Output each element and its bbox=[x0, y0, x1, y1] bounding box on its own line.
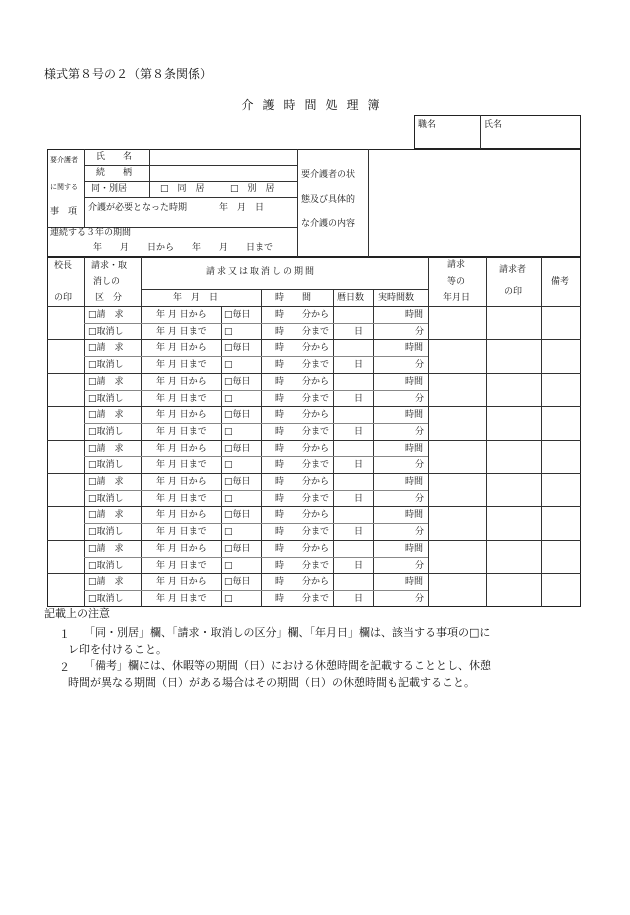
row-time-to: 時 分まで bbox=[275, 460, 330, 471]
row-from-date: 年 月 日から bbox=[156, 543, 207, 554]
row-box[interactable]: □ bbox=[224, 560, 233, 571]
type-label-3: 区 分 bbox=[95, 293, 123, 303]
relation-label: 続 柄 bbox=[96, 168, 133, 178]
row-time-to: 時 分まで bbox=[275, 360, 330, 371]
row-request[interactable]: □請 求 bbox=[88, 477, 124, 487]
row-to-date: 年 月 日まで bbox=[156, 560, 207, 571]
row-request[interactable]: □請 求 bbox=[88, 310, 124, 320]
cohabit-label: 同・別居 bbox=[91, 184, 128, 194]
job-title-label: 職名 bbox=[418, 120, 437, 130]
row-day-unit: 日 bbox=[354, 527, 364, 538]
note-2-line-2: 時間が異なる期間（日）がある場合はその期間（日）の休憩時間も記載すること。 bbox=[68, 676, 475, 689]
requester-seal-label-1: 請求者 bbox=[499, 265, 527, 275]
type-label-1: 請求・取 bbox=[91, 261, 128, 271]
row-time-to: 時 分まで bbox=[275, 326, 330, 337]
row-cancel[interactable]: □取消し bbox=[88, 493, 124, 504]
row-time-from: 時 分から bbox=[275, 443, 330, 454]
row-box[interactable]: □ bbox=[224, 460, 233, 471]
row-request[interactable]: □請 求 bbox=[88, 376, 124, 387]
row-time-from: 時 分から bbox=[275, 376, 330, 387]
need-start-label: 介護が必要となった時期 bbox=[88, 203, 188, 213]
row-from-date: 年 月 日から bbox=[156, 410, 207, 421]
row-hour-unit: 時間 bbox=[405, 376, 424, 387]
row-hour-unit: 時間 bbox=[405, 343, 424, 354]
name-label: 氏名 bbox=[484, 120, 503, 130]
note-2-number: ２ bbox=[59, 661, 70, 674]
row-cancel[interactable]: □取消し bbox=[88, 527, 124, 538]
row-from-date: 年 月 日から bbox=[156, 310, 207, 320]
row-day-unit: 日 bbox=[354, 560, 364, 571]
section-label-2: に関する bbox=[50, 183, 78, 191]
row-daily[interactable]: □毎日 bbox=[224, 310, 251, 320]
row-time-to: 時 分まで bbox=[275, 393, 330, 404]
row-from-date: 年 月 日から bbox=[156, 577, 207, 588]
row-time-to: 時 分まで bbox=[275, 493, 330, 504]
row-hour-unit: 時間 bbox=[405, 310, 424, 320]
hours-header: 実時間数 bbox=[378, 293, 415, 303]
row-time-from: 時 分から bbox=[275, 477, 330, 487]
page-title: 介護時間処理簿 bbox=[241, 98, 389, 112]
row-request[interactable]: □請 求 bbox=[88, 543, 124, 554]
row-daily[interactable]: □毎日 bbox=[224, 477, 251, 487]
state-label-2: 態及び具体的 bbox=[301, 195, 356, 205]
row-minute-unit: 分 bbox=[415, 593, 425, 604]
row-request[interactable]: □請 求 bbox=[88, 510, 124, 521]
row-daily[interactable]: □毎日 bbox=[224, 443, 251, 454]
recipient-name-label: 氏 名 bbox=[96, 152, 133, 162]
row-cancel[interactable]: □取消し bbox=[88, 326, 124, 337]
row-hour-unit: 時間 bbox=[405, 477, 424, 487]
row-to-date: 年 月 日まで bbox=[156, 426, 207, 437]
row-daily[interactable]: □毎日 bbox=[224, 376, 251, 387]
cohabit-separate-checkbox[interactable]: □ 別 居 bbox=[230, 184, 275, 194]
row-daily[interactable]: □毎日 bbox=[224, 510, 251, 521]
row-day-unit: 日 bbox=[354, 360, 364, 371]
row-hour-unit: 時間 bbox=[405, 410, 424, 421]
row-time-from: 時 分から bbox=[275, 310, 330, 320]
period-value: 年 月 日から 年 月 日まで bbox=[93, 243, 274, 253]
row-day-unit: 日 bbox=[354, 393, 364, 404]
row-day-unit: 日 bbox=[354, 493, 364, 504]
row-box[interactable]: □ bbox=[224, 393, 233, 404]
row-cancel[interactable]: □取消し bbox=[88, 426, 124, 437]
need-start-date: 年 月 日 bbox=[219, 203, 265, 213]
principal-label-2: の印 bbox=[54, 293, 73, 303]
row-minute-unit: 分 bbox=[415, 560, 425, 571]
cohabit-same-checkbox[interactable]: □ 同 居 bbox=[160, 184, 205, 194]
note-1-line-2: レ印を付けること。 bbox=[68, 643, 167, 656]
row-minute-unit: 分 bbox=[415, 460, 425, 471]
row-to-date: 年 月 日まで bbox=[156, 326, 207, 337]
row-time-to: 時 分まで bbox=[275, 560, 330, 571]
section-label-1: 要介護者 bbox=[50, 156, 78, 164]
row-box[interactable]: □ bbox=[224, 426, 233, 437]
row-to-date: 年 月 日まで bbox=[156, 527, 207, 538]
requester-seal-label-2: の印 bbox=[504, 287, 523, 297]
row-from-date: 年 月 日から bbox=[156, 477, 207, 487]
notes-title: 記載上の注意 bbox=[44, 607, 110, 620]
date-header: 年 月 日 bbox=[173, 293, 219, 303]
row-request[interactable]: □請 求 bbox=[88, 410, 124, 421]
row-to-date: 年 月 日まで bbox=[156, 360, 207, 371]
row-request[interactable]: □請 求 bbox=[88, 577, 124, 588]
row-box[interactable]: □ bbox=[224, 593, 233, 604]
row-daily[interactable]: □毎日 bbox=[224, 343, 251, 354]
row-minute-unit: 分 bbox=[415, 393, 425, 404]
state-label-3: な介護の内容 bbox=[301, 219, 356, 229]
form-number: 様式第８号の２（第８条関係） bbox=[44, 67, 213, 81]
row-time-from: 時 分から bbox=[275, 543, 330, 554]
row-request[interactable]: □請 求 bbox=[88, 443, 124, 454]
principal-label-1: 校長 bbox=[54, 261, 73, 271]
row-hour-unit: 時間 bbox=[405, 510, 424, 521]
row-time-from: 時 分から bbox=[275, 510, 330, 521]
row-day-unit: 日 bbox=[354, 460, 364, 471]
row-time-from: 時 分から bbox=[275, 343, 330, 354]
note-1-number: １ bbox=[59, 628, 70, 641]
row-box[interactable]: □ bbox=[224, 527, 233, 538]
row-from-date: 年 月 日から bbox=[156, 443, 207, 454]
row-cancel[interactable]: □取消し bbox=[88, 393, 124, 404]
row-to-date: 年 月 日まで bbox=[156, 460, 207, 471]
row-daily[interactable]: □毎日 bbox=[224, 577, 251, 588]
row-hour-unit: 時間 bbox=[405, 443, 424, 454]
section-label-3: 事 項 bbox=[50, 207, 78, 217]
row-day-unit: 日 bbox=[354, 326, 364, 337]
row-minute-unit: 分 bbox=[415, 426, 425, 437]
row-hour-unit: 時間 bbox=[405, 577, 424, 588]
row-day-unit: 日 bbox=[354, 593, 364, 604]
row-to-date: 年 月 日まで bbox=[156, 593, 207, 604]
row-time-from: 時 分から bbox=[275, 577, 330, 588]
request-date-label-2: 等の bbox=[447, 277, 466, 287]
row-to-date: 年 月 日まで bbox=[156, 393, 207, 404]
row-minute-unit: 分 bbox=[415, 493, 425, 504]
row-from-date: 年 月 日から bbox=[156, 376, 207, 387]
row-from-date: 年 月 日から bbox=[156, 510, 207, 521]
row-minute-unit: 分 bbox=[415, 360, 425, 371]
note-1-line-1: 「同・別居」欄、「請求・取消しの区分」欄、「年月日」欄は、該当する事項の□に bbox=[84, 626, 491, 639]
note-2-line-1: 「備考」欄には、休暇等の期間（日）における休憩時間を記載することとし、休憩 bbox=[84, 659, 491, 672]
row-time-to: 時 分まで bbox=[275, 527, 330, 538]
row-daily[interactable]: □毎日 bbox=[224, 410, 251, 421]
row-time-to: 時 分まで bbox=[275, 426, 330, 437]
row-box[interactable]: □ bbox=[224, 360, 233, 371]
time-header: 時 間 bbox=[275, 293, 312, 303]
row-minute-unit: 分 bbox=[415, 326, 425, 337]
row-cancel[interactable]: □取消し bbox=[88, 560, 124, 571]
row-daily[interactable]: □毎日 bbox=[224, 543, 251, 554]
row-time-to: 時 分まで bbox=[275, 593, 330, 604]
row-to-date: 年 月 日まで bbox=[156, 493, 207, 504]
type-label-2: 消しの bbox=[93, 277, 121, 287]
days-header: 暦日数 bbox=[337, 293, 365, 303]
row-box[interactable]: □ bbox=[224, 493, 233, 504]
row-day-unit: 日 bbox=[354, 426, 364, 437]
row-from-date: 年 月 日から bbox=[156, 343, 207, 354]
period-header: 請求又は取消しの期間 bbox=[206, 267, 317, 277]
period-label: 連続する３年の期間 bbox=[50, 228, 132, 238]
row-cancel[interactable]: □取消し bbox=[88, 360, 124, 371]
row-minute-unit: 分 bbox=[415, 527, 425, 538]
remarks-label: 備考 bbox=[551, 277, 570, 287]
row-time-from: 時 分から bbox=[275, 410, 330, 421]
request-date-label-3: 年月日 bbox=[443, 293, 471, 303]
request-date-label-1: 請求 bbox=[447, 260, 466, 270]
row-hour-unit: 時間 bbox=[405, 543, 424, 554]
state-label-1: 要介護者の状 bbox=[301, 170, 356, 180]
row-box[interactable]: □ bbox=[224, 326, 233, 337]
row-cancel[interactable]: □取消し bbox=[88, 593, 124, 604]
row-request[interactable]: □請 求 bbox=[88, 343, 124, 354]
row-cancel[interactable]: □取消し bbox=[88, 460, 124, 471]
